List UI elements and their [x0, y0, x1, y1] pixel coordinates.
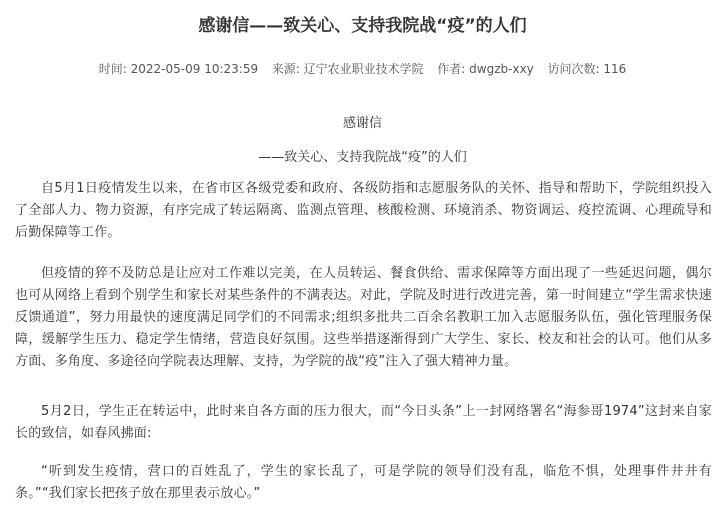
article-title: 感谢信——致关心、支持我院战“疫”的人们: [198, 16, 527, 36]
source-value: 辽宁农业职业技术学院: [303, 62, 424, 76]
source-label: 来源:: [271, 62, 300, 76]
paragraph-2: 但疫情的猝不及防总是让应对工作难以完美，在人员转运、餐食供给、需求保障等方面出现了一些延迟问题，偶尔也可从网络上看到个别学生和家长对某些条件的不满表达。对此，学院及时进行改进完善，第一时间建立“学生需求快速反馈通道”，努力用最快的速度满足同学们的不同需求;组织多批共二百余名教职工加入志愿服务队伍，强化管理服务保障，缓解学生压力、稳定学生情绪，营造良好氛围。这些举措逐渐得到广大学生、家长、校友和社会的认可。他们从多方面、多角度、多途径向学院表达理解、支持，为学院的战“疫”注入了强大精神力量。: [15, 266, 712, 369]
author-label: 作者:: [437, 62, 466, 76]
visits-label: 访问次数:: [547, 62, 600, 76]
time-value: 2022-05-09 10:23:59: [130, 62, 259, 76]
letter-salutation: 感谢信: [342, 116, 382, 131]
paragraph-1: 自5月1日疫情发生以来，在省市区各级党委和政府、各级防指和志愿服务队的关怀、指导和帮助下，学院组织投入了全部人力、物力资源，有序完成了转运隔离、监测点管理、核酸检测、环境消杀、物资调运、疫控流调、心理疏导和后勤保障等工作。: [15, 181, 712, 240]
letter-subtitle: ——致关心、支持我院战“疫”的人们: [258, 150, 467, 165]
paragraph-3: 5月2日，学生正在转运中，此时来自各方面的压力很大，而“今日头条”上一封网络署名“海参哥1974”这封来自家长的致信，如春风拂面:: [15, 404, 712, 441]
visits-value: 116: [603, 62, 627, 76]
time-label: 时间:: [98, 62, 127, 76]
author-value: dwgzb-xxy: [469, 62, 534, 76]
paragraph-4: “听到发生疫情，营口的百姓乱了，学生的家长乱了，可是学院的领导们没有乱，临危不惧，处理事件井井有条。”“我们家长把孩子放在那里表示放心。”: [15, 464, 712, 501]
article-meta: [0, 59, 725, 79]
